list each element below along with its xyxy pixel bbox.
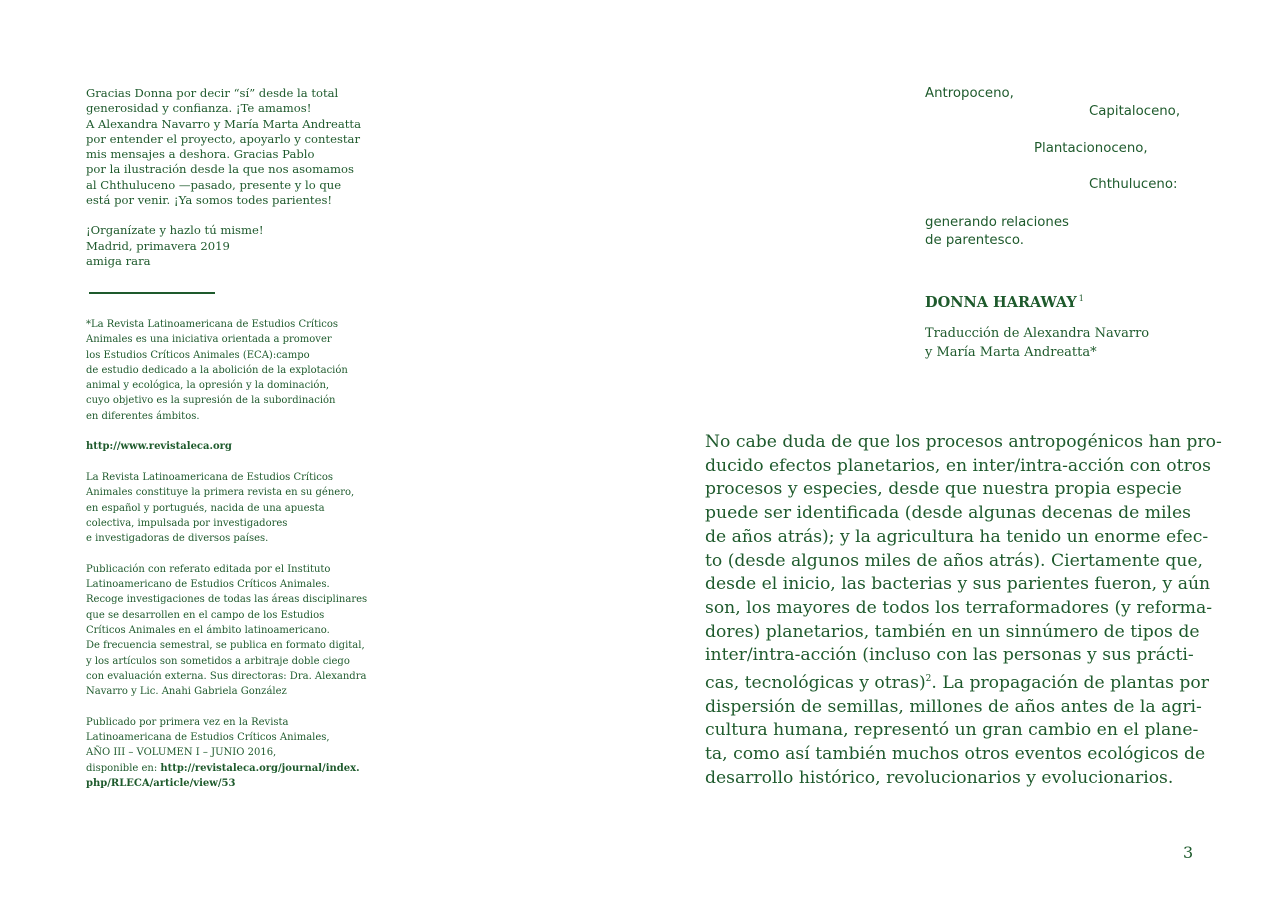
translation-credit bbox=[925, 325, 1149, 362]
description-line: Animales constituye la primera revista en su género, bbox=[86, 487, 355, 499]
publication-line: que se desarrollen en el campo de los Estudios bbox=[86, 609, 325, 621]
description-line: e investigadoras de diversos países. bbox=[86, 533, 269, 545]
body-line: inter/intra-acción (incluso con las personas y sus prácti- bbox=[705, 645, 1194, 666]
body-line: No cabe duda de que los procesos antropogénicos han pro- bbox=[705, 432, 1222, 452]
ack-line: está por venir. ¡Ya somos todes parientes! bbox=[86, 193, 333, 208]
description-line: en español y portugués, nacida de una apuesta bbox=[86, 502, 325, 514]
body-line: desde el inicio, las bacterias y sus parientes fueron, y aún bbox=[705, 574, 1211, 595]
body-line: de años atrás); y la agricultura ha tenido un enorme efec- bbox=[705, 526, 1209, 547]
ack-line: A Alexandra Navarro y María Marta Andreatta bbox=[86, 116, 362, 131]
title-chthuluceno: Chthuluceno: bbox=[1089, 177, 1178, 192]
footnote-line: en diferentes ámbitos. bbox=[86, 410, 200, 422]
first-published-line: AÑO III – VOLUMEN I – JUNIO 2016, bbox=[86, 747, 277, 759]
publication-line: Publicación con referato editada por el Instituto bbox=[86, 563, 331, 575]
body-line: procesos y especies, desde que nuestra propia especie bbox=[705, 479, 1182, 500]
ack-line: por entender el proyecto, apoyarlo y contestar bbox=[86, 131, 361, 146]
body-line: son, los mayores de todos los terraformadores (y reforma- bbox=[705, 597, 1213, 618]
publication-line: y los artículos son sometidos a arbitraje doble ciego bbox=[86, 655, 350, 667]
author-name bbox=[925, 294, 1084, 311]
available-line bbox=[86, 761, 386, 776]
available-prefix: disponible en: bbox=[86, 762, 161, 774]
publication-line: Latinoamericano de Estudios Críticos Animales. bbox=[86, 579, 330, 591]
ack-line: mis mensajes a deshora. Gracias Pablo bbox=[86, 147, 315, 162]
ack-line: al Chthuluceno —pasado, presente y lo que bbox=[86, 177, 342, 192]
footnote-line: animal y ecológica, la opresión y la dominación, bbox=[86, 380, 330, 392]
ack-line: amiga rara bbox=[86, 253, 151, 268]
body-line: ducido efectos planetarios, en inter/intra-acción con otros bbox=[705, 455, 1211, 476]
footnote-line: *La Revista Latinoamericana de Estudios Críticos bbox=[86, 319, 339, 330]
article-link[interactable]: http://revistaleca.org/journal/index. bbox=[160, 762, 360, 774]
title-capitaloceno: Capitaloceno, bbox=[1089, 104, 1181, 119]
footnote-line: de estudio dedicado a la abolición de la explotación bbox=[86, 364, 348, 376]
body-line: dispersión de semillas, millones de años antes de la agri- bbox=[705, 696, 1202, 717]
publication-line: De frecuencia semestral, se publica en formato digital, bbox=[86, 640, 365, 652]
body-line: ta, como así también muchos otros eventos ecológicos de bbox=[705, 744, 1206, 765]
section-divider bbox=[89, 292, 215, 294]
body-line: cultura humana, representó un gran cambio en el plane- bbox=[705, 720, 1199, 741]
body-line: dores) planetarios, también en un sinnúmero de tipos de bbox=[705, 621, 1200, 642]
publication-line: Recoge investigaciones de todas las áreas disciplinares bbox=[86, 594, 368, 606]
body-fragment: cas, tecnológicas y otras) bbox=[705, 673, 926, 694]
body-line: desarrollo histórico, revolucionarios y evolucionarios. bbox=[705, 767, 1174, 788]
body-line: puede ser identificada (desde algunas decenas de miles bbox=[705, 503, 1191, 524]
author-name-text: DONNA HARAWAY bbox=[925, 294, 1077, 311]
ack-line: generosidad y confianza. ¡Te amamos! bbox=[86, 101, 312, 116]
subtitle-line: generando relaciones bbox=[925, 215, 1069, 230]
title-subtitle bbox=[925, 214, 1069, 250]
ack-line: por la ilustración desde la que nos asomamos bbox=[86, 162, 354, 177]
description-line: colectiva, impulsada por investigadores bbox=[86, 517, 288, 529]
footnote-line: cuyo objetivo es la supresión de la subordinación bbox=[86, 395, 336, 407]
article-link-continued[interactable]: php/RLECA/article/view/53 bbox=[86, 777, 236, 789]
publication-line: con evaluación externa. Sus directoras: Dra. Alexandra bbox=[86, 670, 367, 682]
acknowledgements bbox=[86, 86, 376, 269]
ack-line: Gracias Donna por decir “sí” desde la total bbox=[86, 86, 339, 100]
body-fragment: . La propagación de plantas por bbox=[931, 673, 1209, 694]
title-antropoceno: Antropoceno, bbox=[925, 86, 1014, 101]
title-plantacionoceno: Plantacionoceno, bbox=[1034, 141, 1148, 156]
subtitle-line: de parentesco. bbox=[925, 233, 1024, 248]
website-link[interactable]: http://www.revistaleca.org bbox=[86, 441, 232, 453]
journal-notes bbox=[86, 317, 386, 791]
first-published-line: Publicado por primera vez en la Revista bbox=[86, 716, 289, 728]
page-number: 3 bbox=[1183, 843, 1194, 862]
main-body-text bbox=[705, 431, 1222, 791]
body-line: to (desde algunos miles de años atrás). Ciertamente que, bbox=[705, 550, 1203, 571]
publication-line: Críticos Animales en el ámbito latinoamericano. bbox=[86, 624, 330, 636]
translation-line: Traducción de Alexandra Navarro bbox=[925, 326, 1150, 341]
ack-line: ¡Organízate y hazlo tú misme! bbox=[86, 223, 264, 238]
translation-line: y María Marta Andreatta* bbox=[925, 344, 1097, 360]
first-published-line: Latinoamericana de Estudios Críticos Animales, bbox=[86, 732, 330, 744]
ack-line: Madrid, primavera 2019 bbox=[86, 238, 230, 253]
body-line bbox=[705, 668, 1209, 696]
footnote-ref: 1 bbox=[1078, 294, 1084, 303]
description-line: La Revista Latinoamericana de Estudios Críticos bbox=[86, 471, 334, 483]
publication-line: Navarro y Lic. Anahi Gabriela González bbox=[86, 686, 287, 698]
footnote-ref: 2 bbox=[925, 674, 932, 685]
footnote-line: los Estudios Críticos Animales (ECA):campo bbox=[86, 349, 310, 361]
footnote-line: Animales es una iniciativa orientada a promover bbox=[86, 334, 332, 346]
